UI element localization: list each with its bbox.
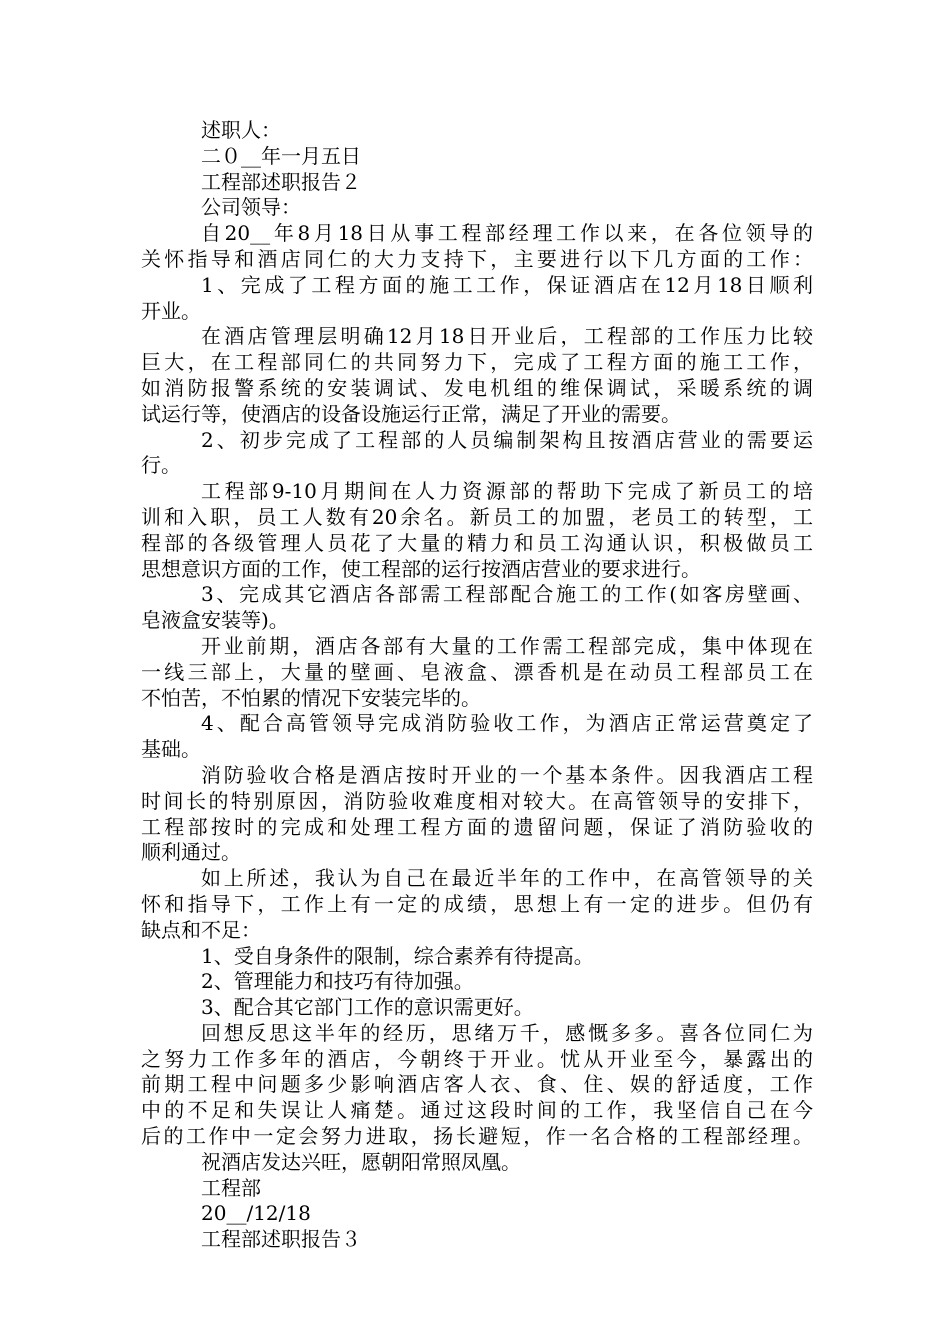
list-item: 1、受自身条件的限制，综合素养有待提高。 [201, 943, 594, 968]
paragraph-line: 消防验收合格是酒店按时开业的一个基本条件。因我酒店工程 [201, 762, 813, 787]
paragraph-line: 后的工作中一定会努力进取，扬长避短，作一名合格的工程部经理。 [141, 1124, 813, 1149]
paragraph-line: 关怀指导和酒店同仁的大力支持下，主要进行以下几方面的工作： [141, 246, 813, 271]
paragraph-line: 之努力工作多年的酒店，今朝终于开业。忧从开业至今，暴露出的 [141, 1046, 813, 1071]
paragraph-line: 时间长的特别原因，消防验收难度相对较大。在高管领导的安排下， [141, 788, 813, 813]
paragraph-line: 工程部9-10月期间在人力资源部的帮助下完成了新员工的培 [201, 479, 813, 504]
closing-wish: 祝酒店发达兴旺，愿朝阳常照凤凰。 [201, 1149, 521, 1174]
section-heading: 行。 [141, 453, 181, 478]
list-item: 2、管理能力和技巧有待加强。 [201, 969, 474, 994]
section-heading: 3、完成其它酒店各部需工程部配合施工的工作(如客房壁画、 [201, 582, 813, 607]
next-report-title: 工程部述职报告３ [201, 1227, 361, 1252]
paragraph-line: 巨大，在工程部同仁的共同努力下，完成了工程方面的施工工作， [141, 350, 813, 375]
paragraph-line: 一线三部上，大量的壁画、皂液盒、漂香机是在动员工程部员工在 [141, 659, 813, 684]
section-heading: 4、配合高管领导完成消防验收工作，为酒店正常运营奠定了 [201, 711, 813, 736]
paragraph-line: 工程部按时的完成和处理工程方面的遗留问题，保证了消防验收的 [141, 814, 813, 839]
paragraph-line: 开业前期，酒店各部有大量的工作需工程部完成，集中体现在 [201, 633, 813, 658]
signature-label: 述职人： [201, 118, 281, 142]
date-line: 二０__年一月五日 [201, 143, 361, 168]
paragraph-line: 思想意识方面的工作，使工程部的运行按酒店营业的要求进行。 [141, 556, 701, 581]
paragraph-line: 在酒店管理层明确12月18日开业后，工程部的工作压力比较 [201, 324, 813, 349]
signature-date: 20__/12/18 [201, 1201, 311, 1226]
paragraph-line: 前期工程中问题多少影响酒店客人衣、食、住、娱的舒适度，工作 [141, 1072, 813, 1097]
paragraph-line: 训和入职，员工人数有20余名。新员工的加盟，老员工的转型，工 [141, 504, 813, 529]
list-item: 3、配合其它部门工作的意识需更好。 [201, 995, 534, 1020]
section-heading: 2、初步完成了工程部的人员编制架构且按酒店营业的需要运 [201, 427, 813, 452]
paragraph-line: 不怕苦，不怕累的情况下安装完毕的。 [141, 685, 481, 710]
salutation: 公司领导： [201, 195, 301, 220]
paragraph-line: 中的不足和失误让人痛楚。通过这段时间的工作，我坚信自己在今 [141, 1098, 813, 1123]
paragraph-line: 如消防报警系统的安装调试、发电机组的维保调试，采暖系统的调 [141, 375, 813, 400]
paragraph-line: 缺点和不足： [141, 917, 261, 942]
report-body [141, 118, 813, 1253]
paragraph-line: 顺利通过。 [141, 840, 241, 865]
department-signature: 工程部 [201, 1175, 261, 1200]
paragraph-line: 程部的各级管理人员花了大量的精力和员工沟通认识，积极做员工 [141, 530, 813, 555]
section-heading: 皂液盒安装等)。 [141, 608, 289, 633]
paragraph-line: 如上所述，我认为自己在最近半年的工作中，在高管领导的关 [201, 866, 813, 891]
section-heading: 开业。 [141, 298, 201, 323]
section-heading: 基础。 [141, 737, 201, 762]
paragraph-line: 自20__年8月18日从事工程部经理工作以来，在各位领导的 [201, 221, 813, 246]
section-heading: 1、完成了工程方面的施工工作，保证酒店在12月18日顺利 [201, 272, 813, 297]
report-title: 工程部述职报告２ [201, 169, 361, 194]
paragraph-line: 回想反思这半年的经历，思绪万千，感慨多多。喜各位同仁为 [201, 1020, 813, 1045]
paragraph-line: 怀和指导下，工作上有一定的成绩，思想上有一定的进步。但仍有 [141, 891, 813, 916]
paragraph-line: 试运行等，使酒店的设备设施运行正常，满足了开业的需要。 [141, 401, 681, 426]
